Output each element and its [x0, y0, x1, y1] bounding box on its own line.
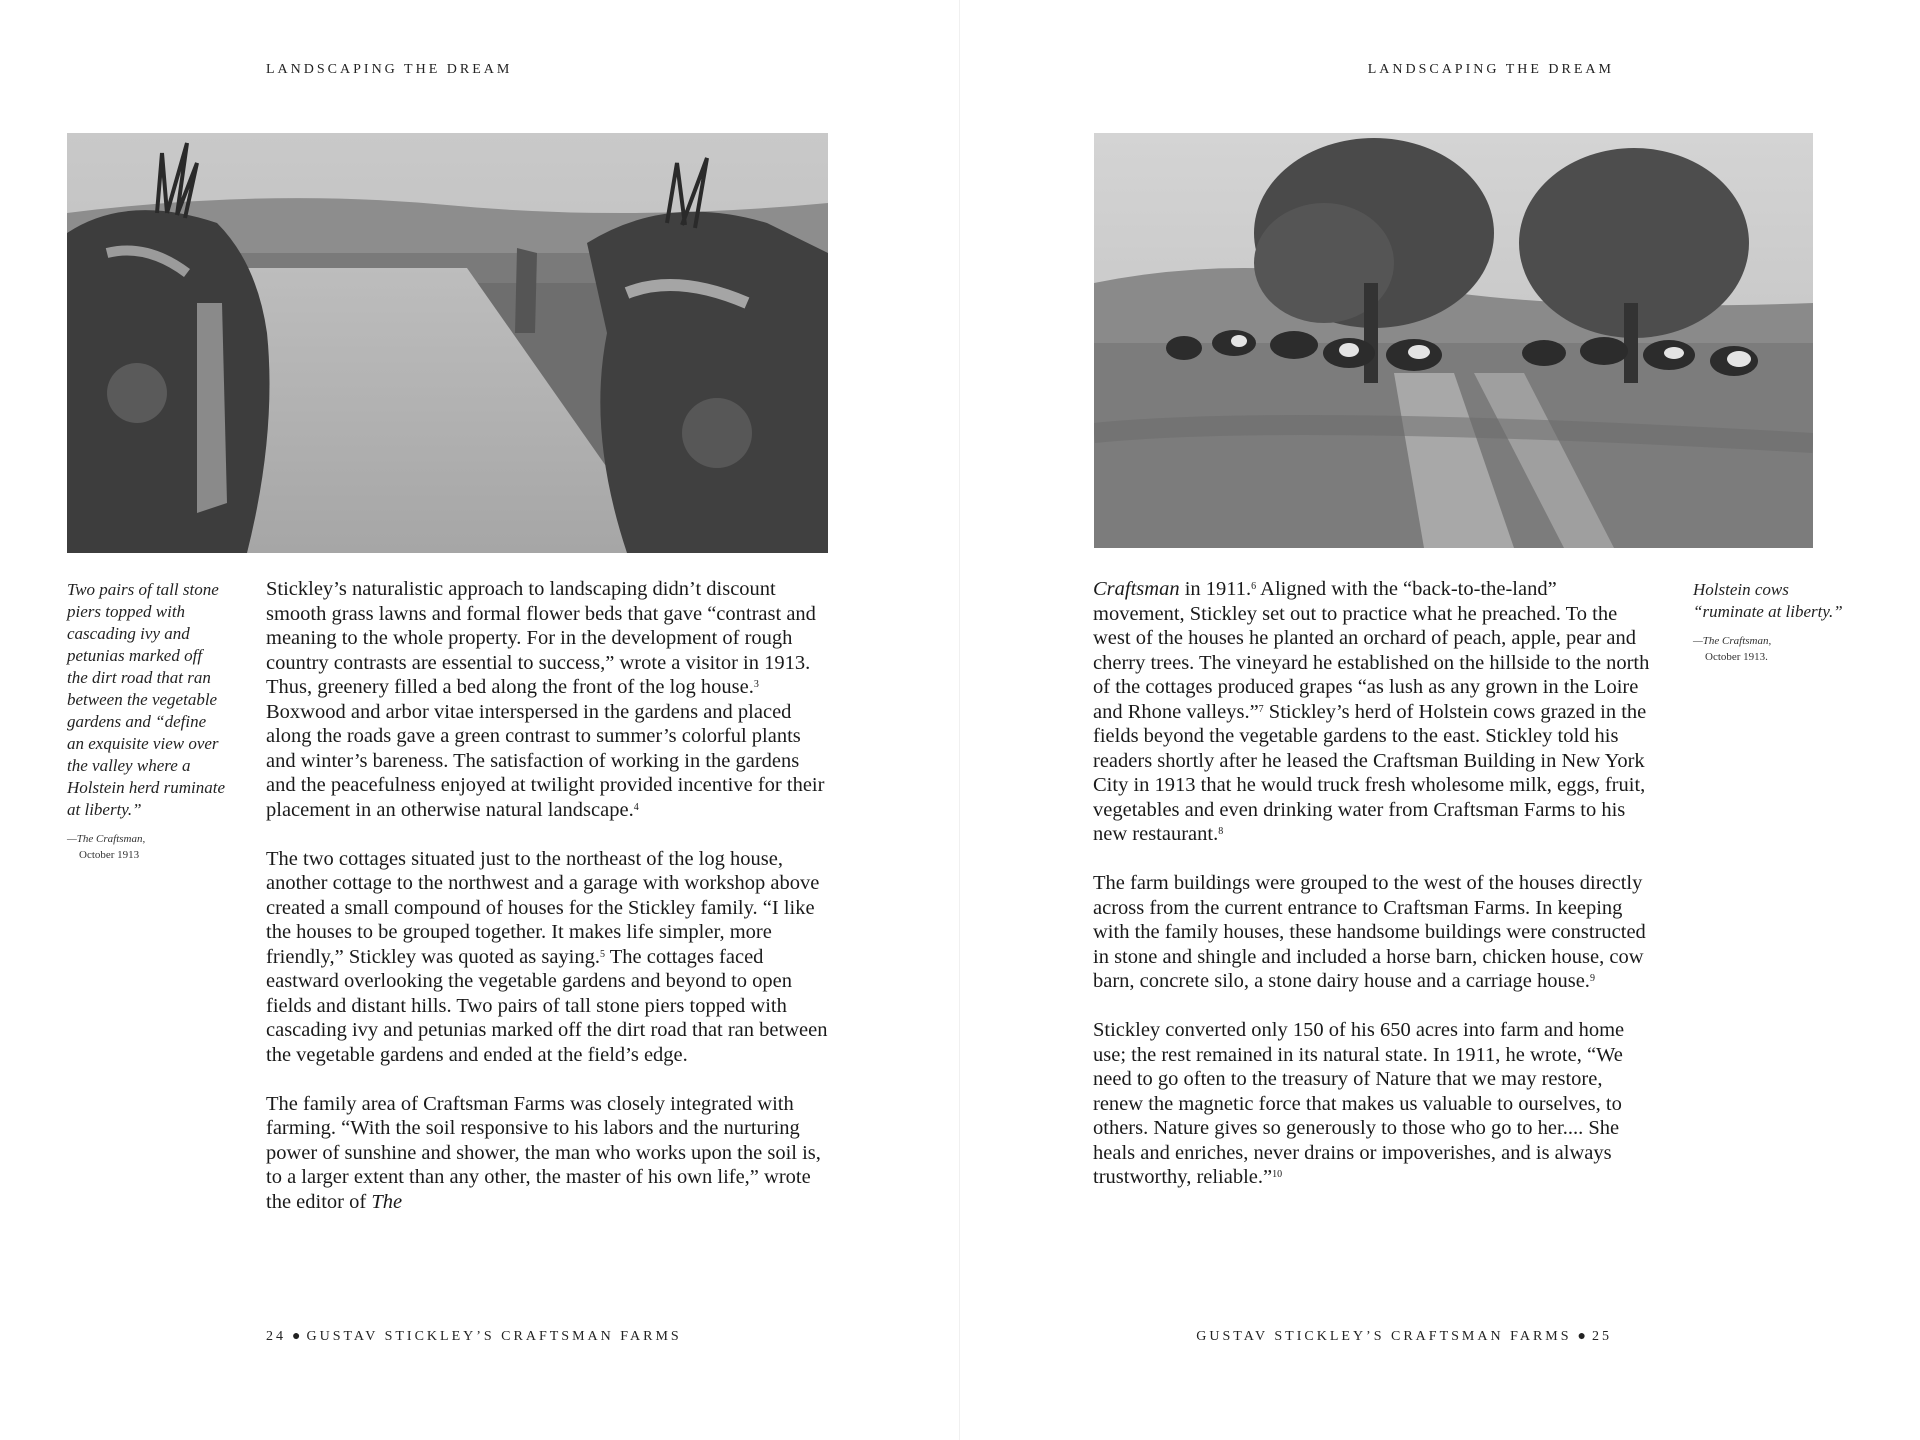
page-number: 25 — [1592, 1329, 1612, 1344]
footnote-marker: 5 — [600, 948, 605, 960]
bullet-icon: ● — [1577, 1329, 1586, 1344]
italic-run: Craftsman — [1093, 578, 1180, 600]
credit-source: —The Craftsman, — [67, 833, 146, 845]
text-run: The two cottages situated just to the northeast of the log house, another cottage to the northwest and a garage with workshop above created a small compound of houses for the Stickley family. “I like the houses to be grouped together. It makes life simpler, more friendly,” Stickley was quoted as saying. — [266, 847, 820, 968]
credit-source: —The Craftsman, — [1693, 635, 1772, 647]
italic-run: The — [371, 1190, 403, 1213]
running-head: LANDSCAPING THE DREAM — [266, 62, 513, 77]
cows-illustration — [1094, 133, 1813, 548]
book-title: GUSTAV STICKLEY’S CRAFTSMAN FARMS — [1196, 1329, 1572, 1344]
page-number: 24 — [266, 1329, 286, 1344]
text-run: The cottages faced eastward overlooking the vegetable gardens and beyond to open fields and distant hills. Two pairs of tall stone piers topped with cascading ivy and petunias marked off the dirt road that ran between the vegetable gardens and ended at the field’s edge. — [266, 945, 828, 1066]
caption-text: Holstein cows “ruminate at liberty.” — [1693, 580, 1843, 621]
paragraph — [1093, 577, 1653, 847]
running-head: LANDSCAPING THE DREAM — [1367, 62, 1614, 77]
paragraph — [266, 847, 831, 1068]
text-run: The farm buildings were grouped to the west of the houses directly across from the current entrance to Craftsman Farms. In keeping with the family houses, these handsome buildings were constructed in stone and shingle and included a horse barn, chicken house, cow barn, concrete silo, a stone dairy house and a carriage house. — [1093, 872, 1646, 992]
footnote-marker: 6 — [1251, 581, 1257, 592]
text-run: The family area of Craftsman Farms was closely integrated with farming. “With the soil responsive to his labors and the nurturing power of sunshine and shower, the man who works upon the soil is, to a larger extent than any other, the master of his own life,” wrote the editor of — [266, 1092, 821, 1213]
bullet-icon: ● — [292, 1329, 301, 1344]
book-title: GUSTAV STICKLEY’S CRAFTSMAN FARMS — [306, 1329, 682, 1344]
text-run: Aligned with the “back-to-the-land” movement, Stickley set out to practice what he preached. To the west of the houses he planted an orchard of peach, apple, pear and cherry trees. The vineyard he established on the hillside to the north of the cottages produced grapes “as lush as any grown in the Loire and Rhone valleys.” — [1093, 578, 1650, 723]
caption-credit — [1693, 633, 1863, 665]
photo-caption — [1693, 579, 1863, 665]
paragraph — [266, 1092, 831, 1215]
footnote-marker: 10 — [1272, 1169, 1283, 1180]
text-run: Stickley’s herd of Holstein cows grazed in the fields beyond the vegetable gardens to the east. Stickley told his readers shortly after he leased the Craftsman Building in New York City in 1913 that he would truck fresh wholesome milk, eggs, fruit, vegetables and even drinking water from Craftsman Farms to his new restaurant. — [1093, 700, 1647, 845]
paragraph — [1093, 871, 1653, 994]
garden-road-photo — [67, 133, 828, 553]
garden-road-illustration — [67, 133, 828, 553]
footnote-marker: 3 — [753, 679, 759, 690]
footnote-marker: 7 — [1258, 703, 1264, 715]
caption-credit — [67, 831, 227, 863]
caption-text: Two pairs of tall stone piers topped with cascading ivy and petunias marked off the dirt road that ran between the vegetable gardens and “define an exquisite view over the valley where a Holstein herd ruminate at liberty.” — [67, 580, 226, 819]
text-run: Stickley converted only 150 of his 650 acres into farm and home use; the rest remained in its natural state. In 1911, he wrote, “We need to go often to the treasury of Nature that we may restore, renew the magnetic force that makes us valuable to ourselves, to others. Nature gives so generously to those who go to her.... She heals and enriches, never drains or impoverishes, and is always trustworthy, reliable.” — [1093, 1019, 1625, 1188]
paragraph — [1093, 1018, 1653, 1190]
text-run: in 1911. — [1179, 578, 1252, 600]
text-run: Boxwood and arbor vitae interspersed in the gardens and placed along the roads gave a green contrast to summer’s colorful plants and winter’s bareness. The satisfaction of working in the gardens and the peacefulness enjoyed at twilight provided incentive for their placement in an otherwise natural landscape. — [266, 700, 825, 821]
footnote-marker: 4 — [633, 801, 639, 813]
body-text — [1093, 577, 1653, 1214]
paragraph — [266, 577, 831, 822]
holstein-cows-photo — [1094, 133, 1813, 548]
photo-caption — [67, 579, 227, 863]
footnote-marker: 8 — [1218, 826, 1224, 837]
footnote-marker: 9 — [1589, 973, 1595, 984]
folio — [266, 1329, 682, 1345]
text-run: Stickley’s naturalistic approach to landscaping didn’t discount smooth grass lawns and formal flower beds that gave “contrast and meaning to the whole property. For in the development of rough country contrasts are essential to success,” wrote a visitor in 1913. Thus, greenery filled a bed along the front of the log house. — [266, 578, 816, 698]
folio — [1196, 1329, 1612, 1345]
right-page — [960, 0, 1920, 1440]
credit-date: October 1913 — [79, 849, 140, 861]
body-text — [266, 577, 831, 1239]
credit-date: October 1913. — [1705, 651, 1768, 663]
